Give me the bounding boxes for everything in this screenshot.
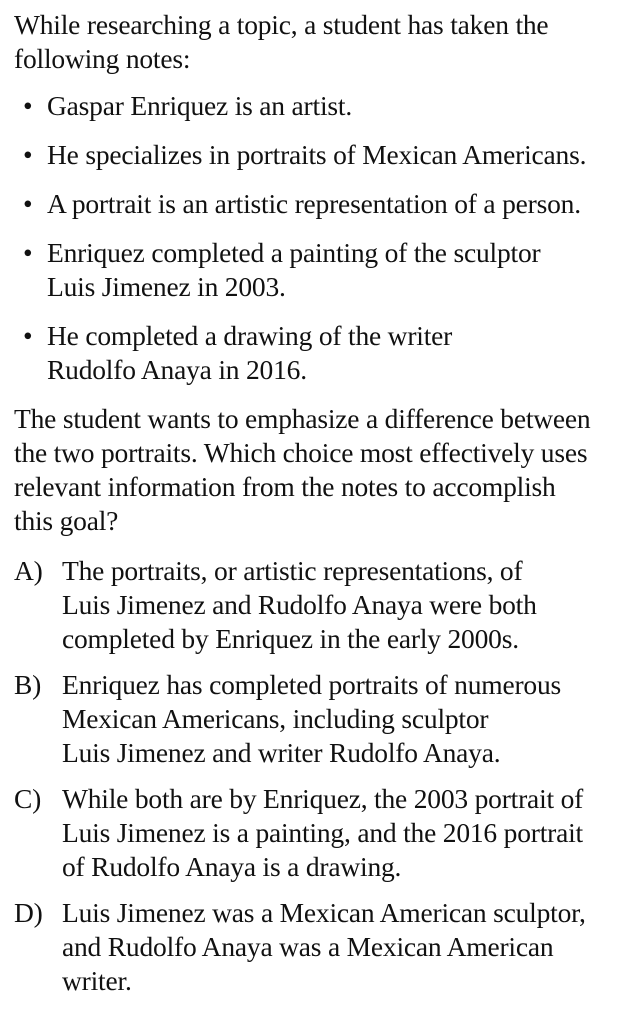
bullet-icon: • (23, 237, 33, 268)
note-item (14, 138, 630, 172)
answer-choices (14, 554, 630, 998)
choice-line: Luis Jimenez and writer Rudolfo Anaya. (62, 737, 501, 768)
answer-choice-d[interactable] (14, 896, 630, 998)
question-stem (14, 402, 630, 538)
choice-line: Luis Jimenez was a Mexican American sculptor, (62, 897, 586, 928)
note-item (14, 236, 630, 304)
note-item (14, 319, 630, 387)
bullet-icon: • (23, 139, 33, 170)
answer-choice-a[interactable] (14, 554, 630, 656)
bullet-icon: • (23, 320, 33, 351)
stem-line: the two portraits. Which choice most effectively uses (14, 437, 588, 468)
intro-line: following notes: (14, 43, 191, 74)
bullet-icon: • (23, 90, 33, 121)
question-intro (14, 8, 630, 76)
note-item (14, 187, 630, 221)
note-line: He completed a drawing of the writer (47, 320, 453, 351)
choice-line: Enriquez has completed portraits of numerous (62, 669, 562, 700)
answer-choice-c[interactable] (14, 782, 630, 884)
bullet-icon: • (23, 188, 33, 219)
choice-line: and Rudolfo Anaya was a Mexican American (62, 931, 554, 962)
stem-line: this goal? (14, 505, 119, 536)
choice-line: of Rudolfo Anaya is a drawing. (62, 851, 402, 882)
note-line: Luis Jimenez in 2003. (47, 271, 286, 302)
note-line: Gaspar Enriquez is an artist. (47, 90, 352, 121)
choice-line: While both are by Enriquez, the 2003 portrait of (62, 783, 584, 814)
choice-letter: A) (14, 555, 43, 586)
stem-line: The student wants to emphasize a difference between (14, 403, 591, 434)
choice-line: Luis Jimenez and Rudolfo Anaya were both (62, 589, 537, 620)
note-line: He specializes in portraits of Mexican Americans. (47, 139, 587, 170)
stem-line: relevant information from the notes to accomplish (14, 471, 556, 502)
notes-list (14, 89, 630, 387)
answer-choice-b[interactable] (14, 668, 630, 770)
choice-line: Luis Jimenez is a painting, and the 2016 portrait (62, 817, 583, 848)
note-line: Enriquez completed a painting of the sculptor (47, 237, 541, 268)
choice-letter: B) (14, 669, 42, 700)
note-line: A portrait is an artistic representation of a person. (47, 188, 581, 219)
note-item (14, 89, 630, 123)
choice-line: Mexican Americans, including sculptor (62, 703, 489, 734)
choice-line: completed by Enriquez in the early 2000s. (62, 623, 519, 654)
note-line: Rudolfo Anaya in 2016. (47, 354, 307, 385)
choice-line: writer. (62, 965, 132, 996)
choice-line: The portraits, or artistic representations, of (62, 555, 523, 586)
choice-letter: C) (14, 783, 42, 814)
intro-line: While researching a topic, a student has taken the (14, 9, 549, 40)
choice-letter: D) (14, 897, 43, 928)
